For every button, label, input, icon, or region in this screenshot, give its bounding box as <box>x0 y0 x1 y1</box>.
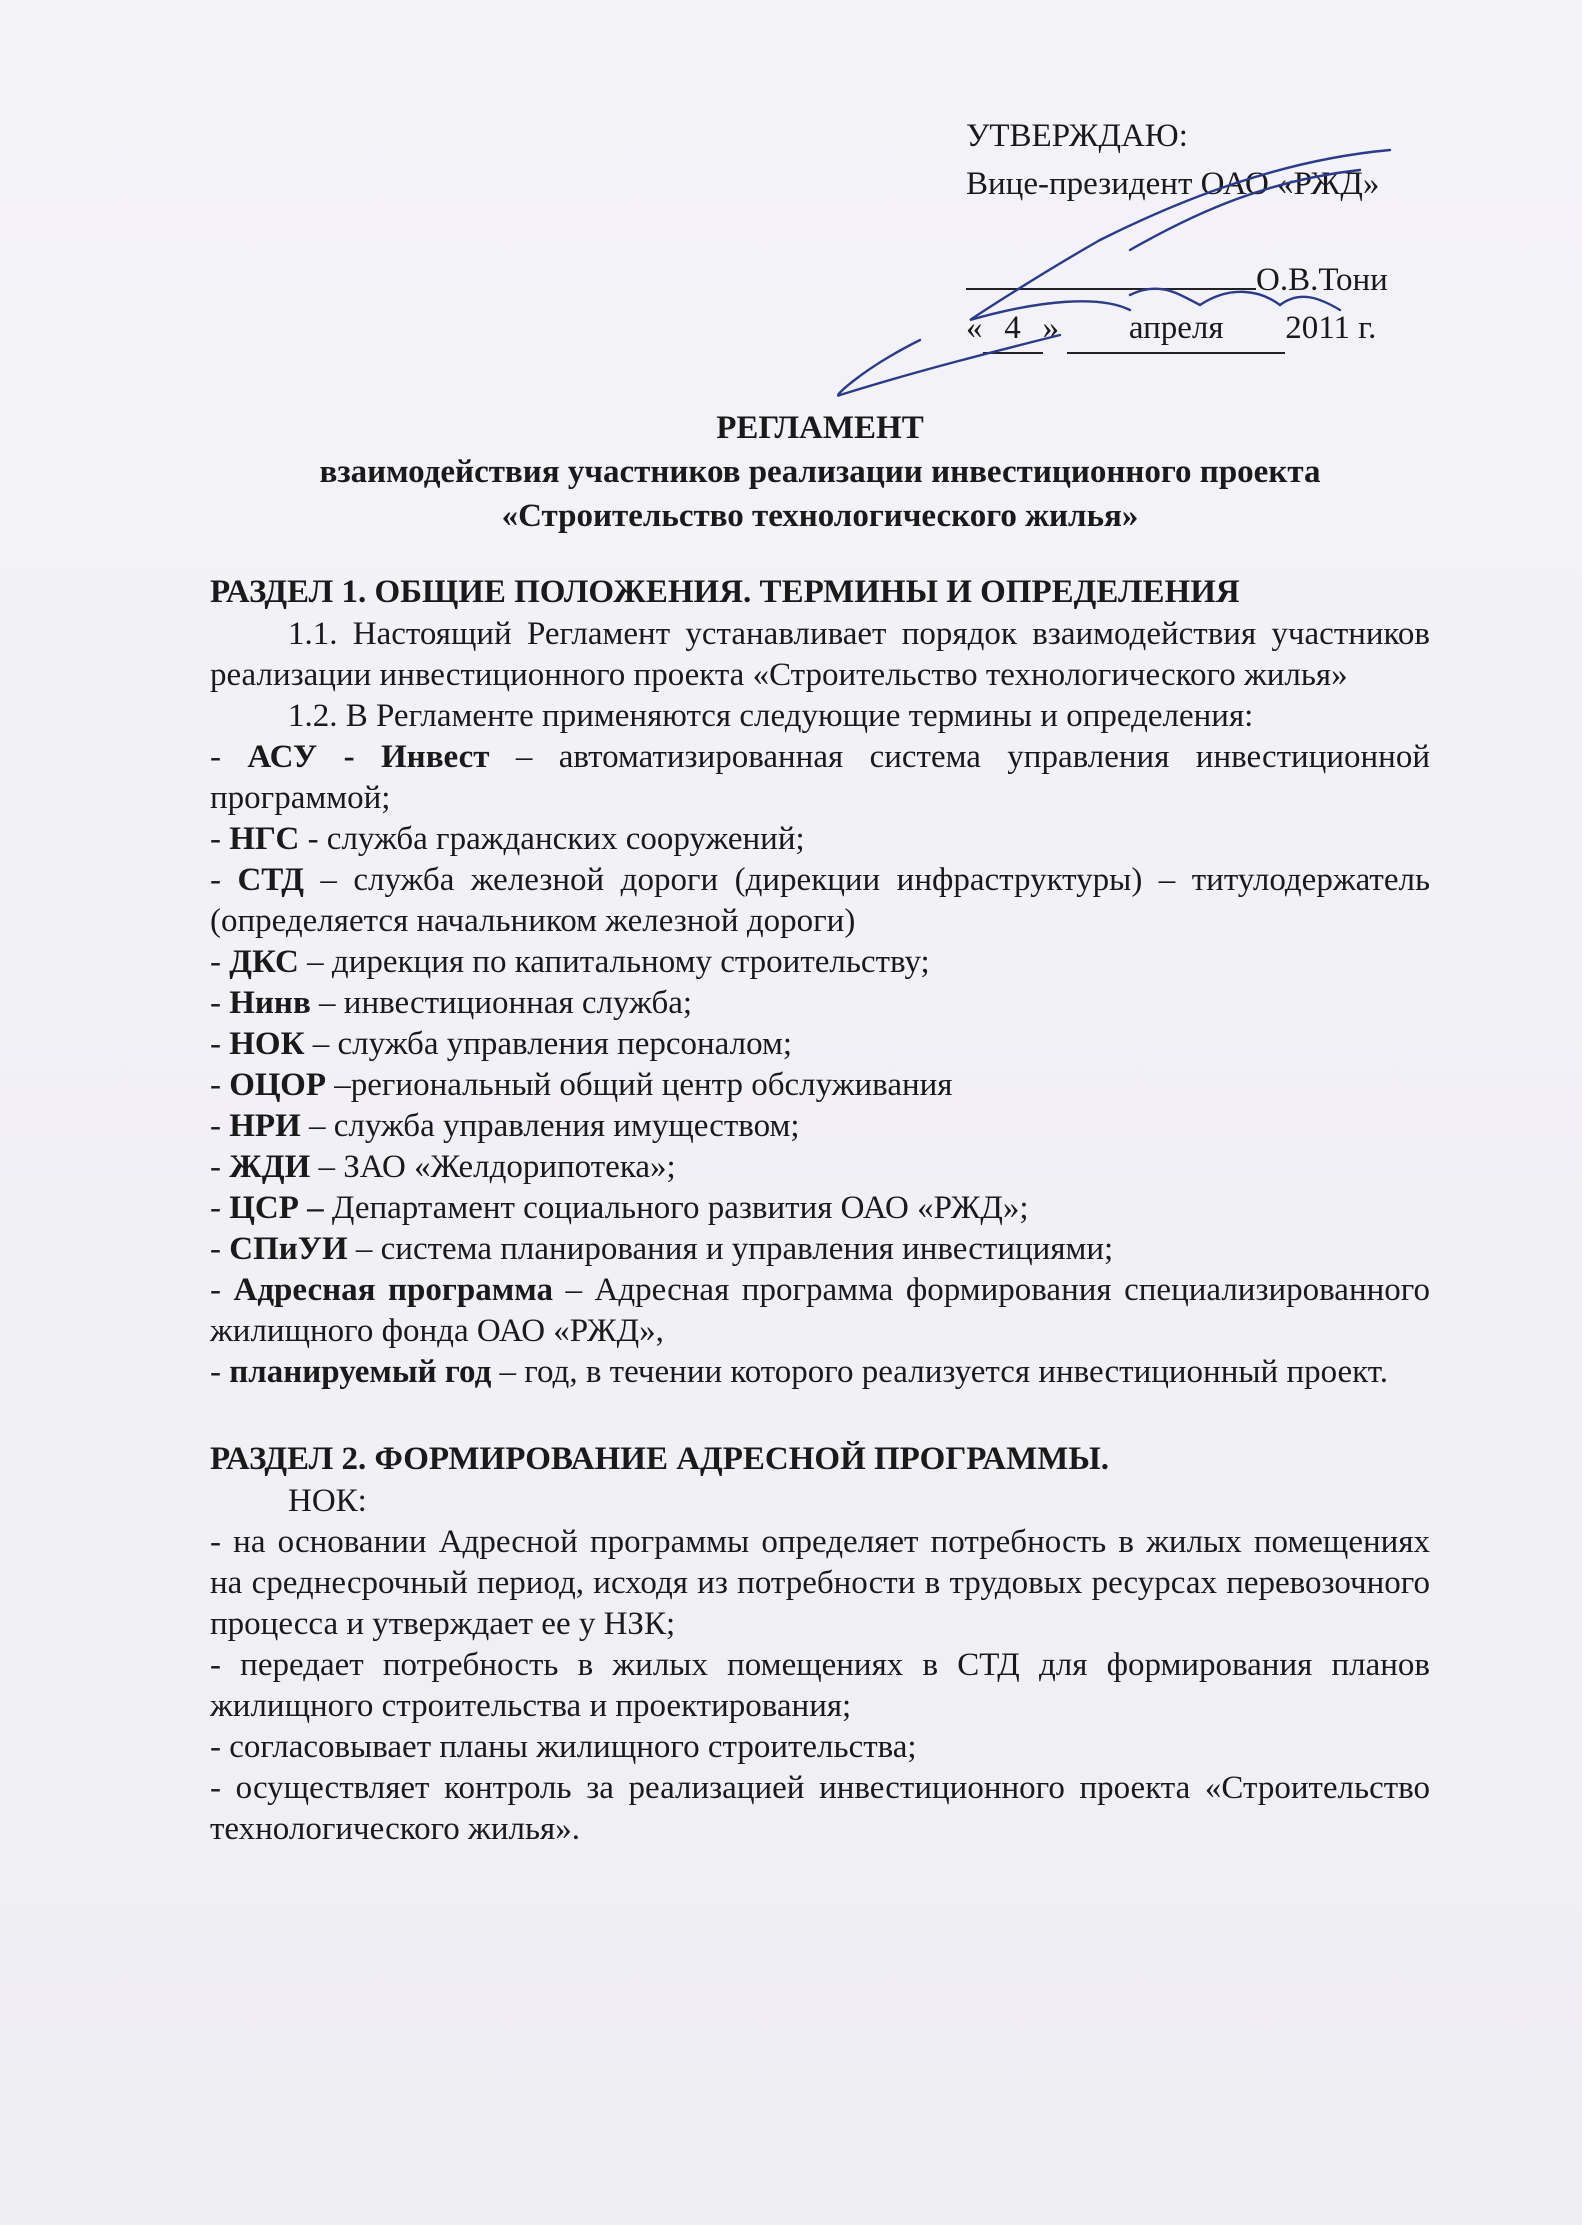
approval-spacer <box>966 208 1436 256</box>
term-definition: – Адресная программа формирования специализированного жилищного фонда ОАО «РЖД», <box>210 1272 1430 1349</box>
term-definition: - служба гражданских сооружений; <box>299 821 805 857</box>
term-dash: - <box>210 1190 230 1226</box>
term-item <box>210 1188 1430 1229</box>
term-name: Нинв <box>229 985 311 1021</box>
term-definition: –региональный общий центр обслуживания <box>325 1067 953 1103</box>
term-dash: - <box>210 1149 230 1185</box>
term-name: НРИ <box>229 1108 301 1144</box>
term-definition: – автоматизированная система управления инвестиционной программой; <box>210 739 1430 816</box>
term-name: Адресная программа <box>233 1272 553 1308</box>
term-item <box>210 942 1430 983</box>
approval-position: Вице-президент ОАО «РЖД» <box>966 166 1380 202</box>
term-item <box>210 1024 1430 1065</box>
nok-duty-item: - передает потребность в жилых помещениях в СТД для формирования планов жилищного строительства и проектирования; <box>210 1647 1430 1724</box>
section-gap <box>210 1393 1430 1437</box>
term-dash: - <box>210 944 230 980</box>
title-line-1: взаимодействия участников реализации инвестиционного проекта <box>319 454 1321 490</box>
term-item <box>210 1106 1430 1147</box>
term-name: ОЦОР <box>229 1067 326 1103</box>
approval-block <box>966 112 1436 354</box>
term-definition: – служба управления персоналом; <box>304 1026 793 1062</box>
approval-heading: УТВЕРЖДАЮ: <box>966 118 1188 154</box>
section-1-heading: РАЗДЕЛ 1. ОБЩИЕ ПОЛОЖЕНИЯ. ТЕРМИНЫ И ОПРЕДЕЛЕНИЯ <box>210 574 1240 610</box>
term-name: ЖДИ <box>229 1149 311 1185</box>
date-close-quote: » <box>1042 310 1059 346</box>
term-definition: – дирекция по капитальному строительству; <box>298 944 930 980</box>
signature-line-row <box>966 256 1436 304</box>
term-dash: - <box>210 1108 230 1144</box>
term-dash: - <box>210 1231 230 1267</box>
approval-date-row <box>966 304 1436 354</box>
document-title <box>210 406 1430 538</box>
signature-line <box>966 256 1256 290</box>
title-main: РЕГЛАМЕНТ <box>716 410 924 446</box>
document-body <box>210 570 1430 1850</box>
term-item <box>210 1229 1430 1270</box>
term-item <box>210 819 1430 860</box>
term-item <box>210 1270 1430 1352</box>
term-name: НОК <box>229 1026 305 1062</box>
term-name: НГС <box>229 821 300 857</box>
term-dash: - <box>210 1272 234 1308</box>
nok-duty-item: - на основании Адресной программы определяет потребность в жилых помещениях на среднесрочный период, исходя из потребности в трудовых ресурсах перевозочного процесса и утверждает ее у НЗК; <box>210 1524 1430 1642</box>
term-dash: - <box>210 739 248 775</box>
date-open-quote: « <box>966 310 983 346</box>
approval-signatory: О.В.Тони <box>1256 262 1388 298</box>
term-name: СТД <box>237 862 304 898</box>
term-item <box>210 983 1430 1024</box>
approval-date-day: 4 <box>983 304 1043 354</box>
term-item <box>210 860 1430 942</box>
term-dash: - <box>210 1354 230 1390</box>
term-definition: – год, в течении которого реализуется инвестиционный проект. <box>491 1354 1388 1390</box>
term-name: ДКС <box>229 944 299 980</box>
term-name: ЦСР – <box>229 1190 324 1226</box>
term-dash: - <box>210 862 238 898</box>
term-item <box>210 1147 1430 1188</box>
term-dash: - <box>210 985 230 1021</box>
nok-duty-item: - осуществляет контроль за реализацией инвестиционного проекта «Строительство технологического жилья». <box>210 1770 1430 1847</box>
term-definition: – служба железной дороги (дирекции инфраструктуры) – титулодержатель (определяется начальником железной дороги) <box>210 862 1430 939</box>
term-definition: – ЗАО «Желдорипотека»; <box>310 1149 676 1185</box>
section-2-subject: НОК: <box>288 1483 367 1519</box>
nok-duty-item: - согласовывает планы жилищного строительства; <box>210 1729 917 1765</box>
term-definition: – служба управления имуществом; <box>300 1108 800 1144</box>
approval-date-month: апреля <box>1067 304 1285 354</box>
term-dash: - <box>210 1026 230 1062</box>
section-2-heading: РАЗДЕЛ 2. ФОРМИРОВАНИЕ АДРЕСНОЙ ПРОГРАММЫ. <box>210 1441 1110 1477</box>
term-name: АСУ - Инвест <box>247 739 490 775</box>
terms-list <box>210 737 1430 1393</box>
term-name: планируемый год <box>229 1354 492 1390</box>
term-definition: – инвестиционная служба; <box>310 985 693 1021</box>
term-name: СПиУИ <box>229 1231 348 1267</box>
term-item <box>210 1352 1430 1393</box>
title-line-2: «Строительство технологического жилья» <box>501 498 1139 534</box>
term-dash: - <box>210 821 230 857</box>
term-item <box>210 737 1430 819</box>
section-1-paragraph-2: 1.2. В Регламенте применяются следующие термины и определения: <box>288 698 1254 734</box>
section-2-items <box>210 1522 1430 1850</box>
term-definition: – система планирования и управления инвестициями; <box>347 1231 1114 1267</box>
term-definition: Департамент социального развития ОАО «РЖД»; <box>323 1190 1029 1226</box>
term-item <box>210 1065 1430 1106</box>
term-dash: - <box>210 1067 230 1103</box>
section-1-paragraph-1: 1.1. Настоящий Регламент устанавливает порядок взаимодействия участников реализации инвестиционного проекта «Строительство технологического жилья» <box>210 616 1430 693</box>
approval-date-year: 2011 г. <box>1285 310 1377 346</box>
